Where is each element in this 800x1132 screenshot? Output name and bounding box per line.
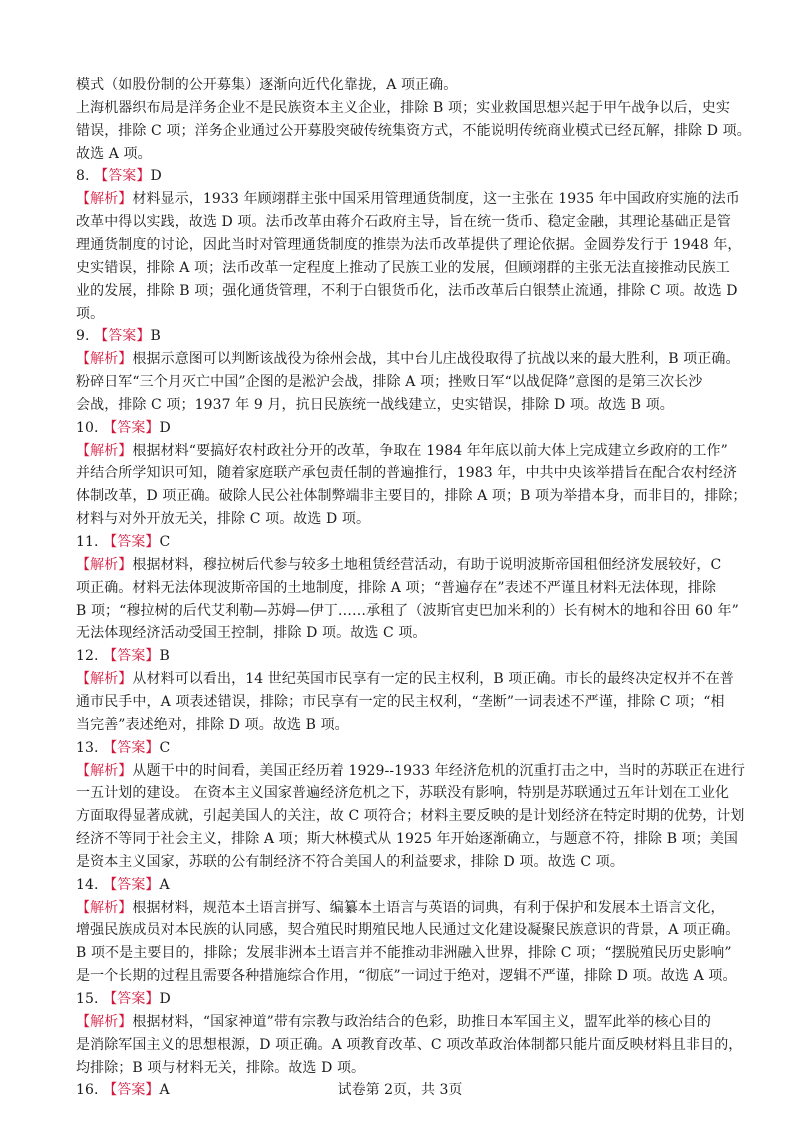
analysis-text: 根据材料“要搞好农村政社分开的改革，争取在 1984 年年底以前大体上完成建立乡政府的工作” [132,442,728,459]
answer-letter: C [159,534,171,550]
text-line: 无法体现经济活动受国王控制，排除 D 项。故选 C 项。 [76,625,427,642]
question-number: 9. [76,328,95,345]
answer-letter: C [159,739,171,756]
text-line: 理通货制度的讨论，因此当时对管理通货制度的推崇为法币改革提供了理论依据。金圆券发行于 1948 年， [76,236,742,253]
text-line: 并结合所学知识可知，随着家庭联产承包责任制的普遍推行，1983 年，中共中央该举措旨在配合农村经济 [76,465,737,482]
analysis-text: 根据示意图可以判断该战役为徐州会战，其中台儿庄战役取得了抗战以来的最大胜利，B 项正确。 [132,351,740,368]
text-line: 项正确。材料无法体现波斯帝国的土地制度，排除 A 项；“普遍存在”表述不严谨且材料无法体现，排除 [76,579,717,596]
answer-tag: 【答案】 [103,419,160,436]
question-number: 13. [76,739,104,756]
text-line: 是一个长期的过程且需要各种措施综合作用，“彻底”一词过于绝对，逻辑不严谨，排除 D 项。故选 A 项。 [76,968,737,985]
text-line: 粉碎日军“三个月灭亡中国”企图的是淞沪会战，排除 A 项；挫败日军“以战促降”意图的是第三次长沙 [76,374,703,391]
analysis-line [76,554,721,576]
analysis-tag: 【解析】 [76,191,133,208]
text-line: 体制改革，D 项正确。破除人民公社体制弊端非主要目的，排除 A 项；B 项为举措本身，而非目的，排除； [76,488,747,505]
analysis-line [76,668,734,690]
answer-line [76,417,171,439]
analysis-tag: 【解析】 [76,899,133,916]
question-number: 15. [76,991,104,1007]
text-line: 一五计划的建设。 在资本主义国家普遍经济危机之下，苏联没有影响，特别是苏联通过五年计划在工业化 [76,785,730,802]
answer-tag: 【答案】 [103,648,160,665]
answer-tag: 【答案】 [103,876,160,893]
page-footer: 试卷第 2页，共 3页 [337,1082,463,1098]
text-line: 项。 [76,305,105,322]
answer-letter: B [150,328,161,345]
question-number: 11. [76,534,104,550]
answer-line [76,737,170,759]
analysis-tag: 【解析】 [76,556,133,573]
analysis-tag: 【解析】 [76,1013,133,1030]
text-line: 经济不等同于社会主义，排除 A 项；斯大林模式从 1925 年开始逐渐确立，与题意不符，排除 B 项；美国 [76,831,739,848]
answer-tag: 【答案】 [94,168,151,185]
answer-tag: 【答案】 [94,328,151,345]
analysis-line [76,348,740,370]
analysis-tag: 【解析】 [76,442,133,459]
answer-letter: D [159,419,171,436]
question-number: 16. [76,1082,104,1099]
text-line: 均排除；B 项与材料无关，排除。故选 D 项。 [76,1059,366,1076]
text-line: 模式（如股份制的公开募集）逐渐向近代化靠拢，A 项正确。 [76,77,458,93]
analysis-tag: 【解析】 [76,671,133,688]
analysis-text: 材料显示，1933 年顾翊群主张中国采用管理通货制度，这一主张在 1935 年中国政府实施的法币 [132,191,740,208]
text-line: 改革中得以实践，故选 D 项。法币改革由蒋介石政府主导，旨在统一货币、稳定金融，其理论基础正是管 [76,214,731,231]
answer-letter: A [159,1082,170,1099]
text-line: B 项；“穆拉树的后代艾利勒—苏姆—伊丁……承租了（波斯官吏巴加米利的）长有树木的地和谷田 60 年” [76,602,739,619]
answer-line [76,988,171,1010]
analysis-tag: 【解析】 [76,351,133,368]
answer-tag: 【答案】 [103,739,160,756]
question-number: 8. [76,168,95,185]
answer-letter: A [159,876,170,893]
analysis-line [76,1011,711,1033]
text-line: 材料与对外开放无关，排除 C 项。故选 D 项。 [76,511,371,528]
analysis-text: 根据材料，规范本土语言拼写、编纂本土语言与英语的词典，有利于保护和发展本土语言文化， [132,899,725,916]
analysis-line [76,897,725,919]
text-line: 上海机器织布局是洋务企业不是民族资本主义企业，排除 B 项；实业救国思想兴起于甲午战争以后，史实 [76,99,730,116]
answer-line [76,645,170,667]
answer-tag: 【答案】 [103,1082,160,1099]
answer-letter: D [150,168,162,185]
text-line: B 项不是主要目的，排除；发展非洲本土语言并不能推动非洲融入世界，排除 C 项；“摆脱殖民历史影响” [76,945,732,962]
analysis-line [76,440,728,462]
text-line: 史实错误，排除 A 项；法币改革一定程度上推动了民族工业的发展，但顾翊群的主张无法直接推动民族工 [76,259,730,276]
analysis-text: 根据材料，“国家神道”带有宗教与政治结合的色彩，助推日本军国主义，盟军此举的核心目的 [132,1013,711,1030]
text-line: 通市民手中，A 项表述错误，排除；市民享有一定的民主权利，“垄断”一词表述不严谨，排除 C 项；“相 [76,693,725,710]
text-line: 业的发展，排除 B 项；强化通货管理，不利于白银货币化，法币改革后白银禁止流通，排除 C 项。故选 D [76,282,738,299]
answer-line [76,531,170,553]
answer-line [76,874,170,896]
analysis-tag: 【解析】 [76,762,133,779]
analysis-text: 根据材料，穆拉树后代参与较多土地租赁经营活动，有助于说明波斯帝国租佃经济发展较好，C [132,556,722,573]
answer-letter: D [159,991,171,1007]
text-line: 方面取得显著成就，引起美国人的关注，故 C 项符合；材料主要反映的是计划经济在特定时期的优势，计划 [76,808,745,825]
text-line: 错误，排除 C 项；洋务企业通过公开募股突破传统集资方式，不能说明传统商业模式已经瓦解，排除 D 项。 [76,122,751,139]
analysis-text: 从题干中的时间看，美国正经历着 1929--1933 年经济危机的沉重打击之中，当时的苏联正在进行 [132,762,745,779]
question-number: 14. [76,876,104,893]
answer-tag: 【答案】 [103,991,160,1007]
text-line: 会战，排除 C 项；1937 年 9 月，抗日民族统一战线建立，史实错误，排除 D 项。故选 B 项。 [76,396,674,413]
text-line: 故选 A 项。 [76,145,152,162]
answer-line [76,325,161,347]
analysis-line [76,760,745,782]
answer-tag: 【答案】 [103,534,160,550]
text-line: 是消除军国主义的思想根源，D 项正确。A 项教育改革、C 项改革政治体制都只能片面反映材料且非目的， [76,1036,743,1053]
question-number: 12. [76,648,104,665]
answer-line [76,165,162,187]
text-line: 增强民族成员对本民族的认同感，契合殖民时期殖民地人民通过文化建设凝聚民族意识的背景，A 项正确。 [76,922,740,939]
answer-letter: B [159,648,170,665]
text-line: 当完善”表述绝对，排除 D 项。故选 B 项。 [76,716,349,733]
analysis-text: 从材料可以看出，14 世纪英国市民享有一定的民主权利，B 项正确。市长的最终决定权并不在普 [132,671,734,688]
question-number: 10. [76,419,104,436]
analysis-line [76,188,740,210]
text-line: 是资本主义国家，苏联的公有制经济不符合美国人的利益要求，排除 D 项。故选 C 项。 [76,853,624,870]
